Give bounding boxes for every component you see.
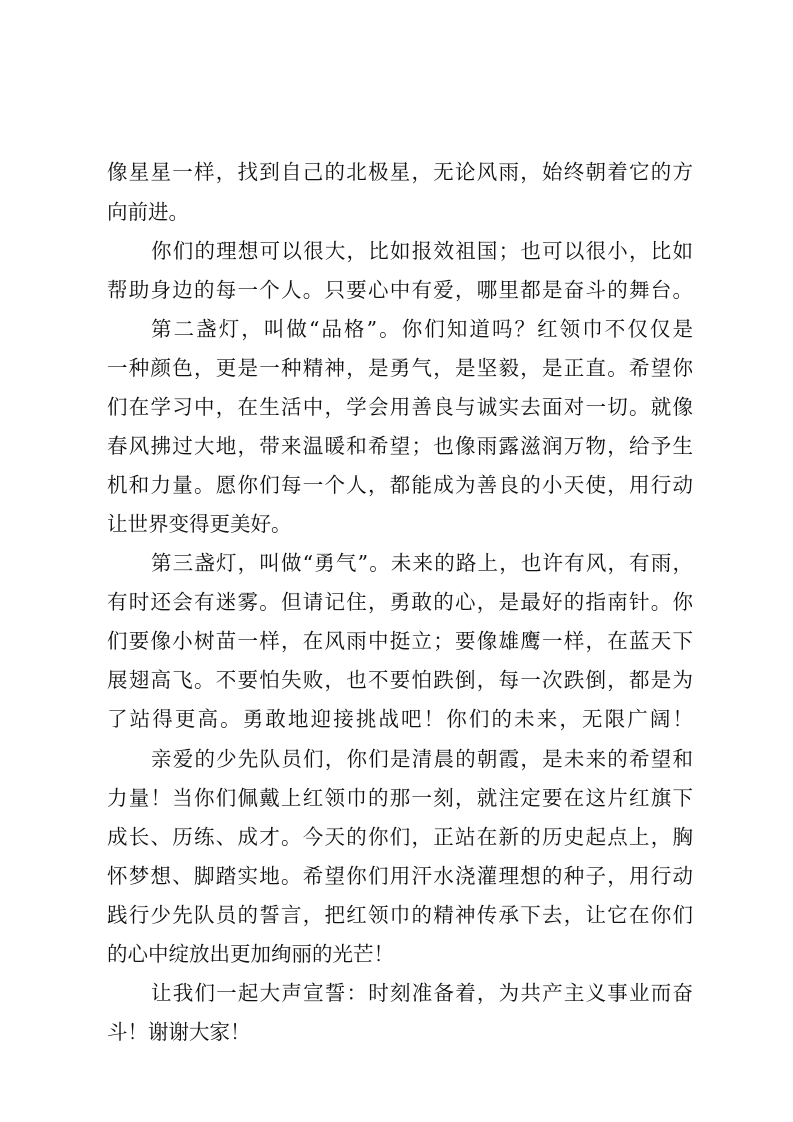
paragraph-line: 像星星一样，找到自己的北极星，无论风雨，始终朝着它的方 — [107, 160, 693, 184]
paragraph-line: 第二盏灯，叫做“品格”。你们知道吗？红领巾不仅仅是 — [151, 317, 693, 341]
paragraph-line: 春风拂过大地，带来温暖和希望；也像雨露滋润万物，给予生 — [107, 434, 693, 458]
paragraph-line: 你们的理想可以很大，比如报效祖国；也可以很小，比如 — [151, 239, 693, 263]
paragraph-line: 们要像小树苗一样，在风雨中挺立；要像雄鹰一样，在蓝天下 — [107, 629, 693, 653]
paragraph-line: 展翅高飞。不要怕失败，也不要怕跌倒，每一次跌倒，都是为 — [107, 668, 693, 692]
paragraph-line: 让世界变得更美好。 — [107, 512, 292, 536]
paragraph-line: 有时还会有迷雾。但请记住，勇敢的心，是最好的指南针。你 — [107, 590, 693, 614]
paragraph-line: 向前进。 — [107, 200, 189, 224]
paragraph-line: 力量！当你们佩戴上红领巾的那一刻，就注定要在这片红旗下 — [107, 786, 693, 810]
paragraph-line: 斗！谢谢大家！ — [107, 1020, 251, 1044]
paragraph-line: 第三盏灯，叫做“勇气”。未来的路上，也许有风，有雨， — [151, 551, 693, 575]
paragraph-line: 了站得更高。勇敢地迎接挑战吧！你们的未来，无限广阔！ — [107, 707, 693, 731]
paragraph-line: 一种颜色，更是一种精神，是勇气，是坚毅，是正直。希望你 — [107, 356, 693, 380]
paragraph-line: 怀梦想、脚踏实地。希望你们用汗水浇灌理想的种子，用行动 — [107, 864, 693, 888]
paragraph-line: 成长、历练、成才。今天的你们，正站在新的历史起点上，胸 — [107, 825, 693, 849]
paragraph-line: 帮助身边的每一个人。只要心中有爱，哪里都是奋斗的舞台。 — [107, 278, 693, 302]
paragraph-line: 机和力量。愿你们每一个人，都能成为善良的小天使，用行动 — [107, 473, 693, 497]
paragraph-line: 践行少先队员的誓言，把红领巾的精神传承下去，让它在你们 — [107, 903, 693, 927]
paragraph-line: 让我们一起大声宣誓：时刻准备着，为共产主义事业而奋 — [151, 981, 693, 1005]
paragraph-line: 们在学习中，在生活中，学会用善良与诚实去面对一切。就像 — [107, 395, 693, 419]
paragraph-line: 亲爱的少先队员们，你们是清晨的朝霞，是未来的希望和 — [151, 747, 693, 771]
paragraph-line: 的心中绽放出更加绚丽的光芒！ — [107, 942, 394, 966]
